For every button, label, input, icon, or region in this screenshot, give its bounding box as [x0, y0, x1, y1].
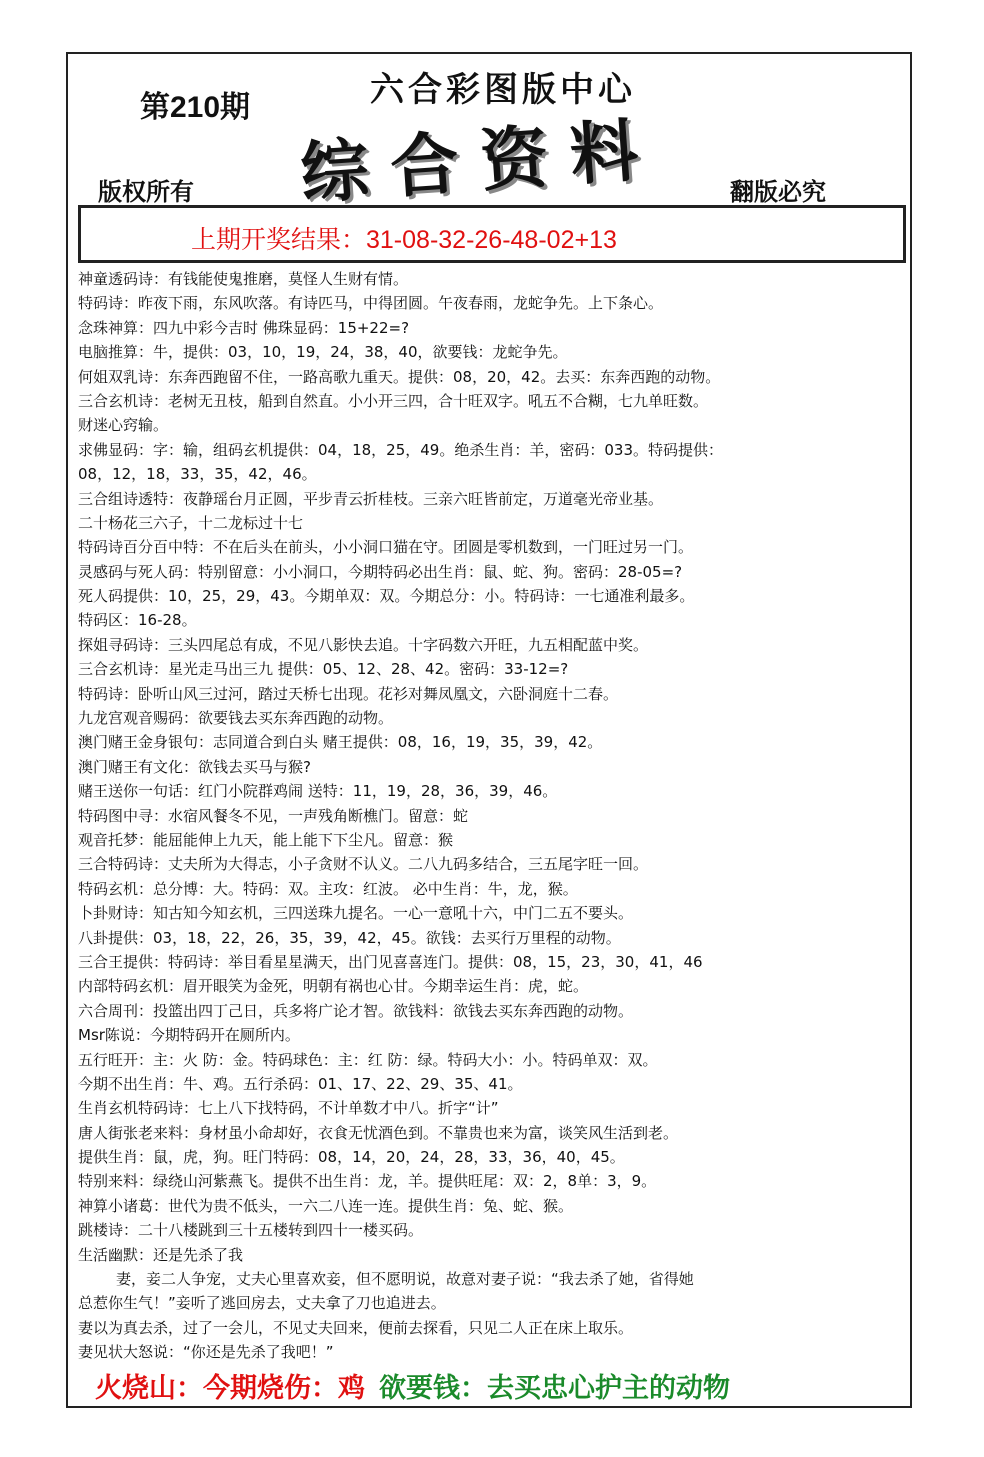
content-line: 三合王提供：特码诗：举目看星星满天，出门见喜喜连门。提供：08，15，23，30，41，46	[78, 952, 703, 971]
content-line: 八卦提供：03，18，22，26，35，39，42，45。欲钱：去买行万里程的动物。	[78, 928, 621, 947]
content-line: 财迷心窍输。	[78, 416, 169, 435]
footer-banner	[95, 1366, 730, 1405]
content-line: 三合玄机诗：老树无丑枝，船到自然直。小小开三四，合十旺双字。吼五不合糊，七九单旺数。	[78, 391, 709, 410]
last-result: 上期开奖结果：31-08-32-26-48-02+13	[191, 226, 617, 254]
content-line: 灵感码与死人码：特别留意：小小洞口，今期特码必出生肖：鼠、蛇、狗。密码：28-05=?	[78, 562, 683, 581]
content-line: 生活幽默：还是先杀了我	[78, 1245, 244, 1264]
content-line: 神童透码诗：有钱能使鬼推磨，莫怪人生财有情。	[78, 270, 409, 288]
content-line: 卜卦财诗：知古知今知玄机，三四送珠九提名。一心一意吼十六，中门二五不要头。	[78, 904, 634, 923]
content-line: 特码诗：卧听山风三过河，踏过天桥七出现。花衫对舞凤凰文，六卧洞庭十二春。	[78, 684, 619, 703]
footer-burn-text: 火烧山：今期烧伤：鸡	[95, 1373, 365, 1404]
content-line: 观音托梦：能屈能伸上九天，能上能下下尘凡。留意：猴	[78, 830, 454, 849]
content-line: 三合玄机诗：星光走马出三九 提供：05、12、28、42。密码：33-12=?	[78, 660, 569, 679]
content-line: 二十杨花三六子，十二龙标过十七	[78, 513, 304, 532]
content-line: 生肖玄机特码诗：七上八下找特码，不计单数才中八。折字“计”	[78, 1099, 499, 1118]
story-line: 妻，妾二人争宠，丈夫心里喜欢妾，但不愿明说，故意对妻子说：“我去杀了她，省得她	[116, 1270, 694, 1289]
content-line: 特别来料：绿绕山河紫燕飞。提供不出生肖：龙，羊。提供旺尾：双：2，8单：3，9。	[78, 1172, 657, 1191]
content-line: 探姐寻码诗：三头四尾总有成，不见八影快去追。十字码数六开旺，九五相配蓝中奖。	[78, 635, 649, 654]
content-line: 特码玄机：总分博：大。特码：双。主攻：红波。 必中生肖：牛，龙，猴。	[78, 879, 578, 898]
issue-number: 第210期	[140, 91, 251, 124]
footer-money-text: 欲要钱：去买忠心护主的动物	[379, 1373, 730, 1404]
last-result-box	[78, 205, 906, 263]
content-line: 何姐双乳诗：东奔西跑留不住，一路高歌九重天。提供：08，20，42。去买：东奔西跑的动物。	[78, 367, 721, 386]
content-line: 唐人街张老来料：身材虽小命却好，衣食无忧酒色到。不靠贵也来为富，谈笑风生活到老。	[78, 1123, 679, 1142]
content-line: 求佛显码：字：输，组码玄机提供：04，18，25，49。绝杀生肖：羊，密码：033。特码提供：	[78, 440, 723, 459]
content-line: 六合周刊：投篮出四丁己日，兵多将广论才智。欲钱料：欲钱去买东奔西跑的动物。	[78, 1001, 634, 1020]
content-line: Msr陈说：今期特码开在厕所内。	[78, 1026, 300, 1045]
story-line: 妻以为真去杀，过了一会儿，不见丈夫回来，便前去探看，只见二人正在床上取乐。	[78, 1318, 634, 1337]
center-title: 六合彩图版中心	[370, 70, 636, 110]
main-title: 综合资料	[298, 109, 663, 215]
story-line: 总惹你生气！”妾听了逃回房去，丈夫拿了刀也追进去。	[78, 1294, 446, 1313]
content-line: 赌王送你一句话：红门小院群鸡闹 送特：11，19，28，36，39，46。	[78, 782, 558, 801]
content-line: 神算小诸葛：世代为贵不低头，一六二八连一连。提供生肖：兔、蛇、猴。	[78, 1196, 574, 1215]
copyright-label: 版权所有	[98, 178, 194, 206]
content-line: 三合特码诗：丈夫所为大得志，小子贪财不认义。二八九码多结合，三五尾字旺一回。	[78, 855, 649, 874]
content-list	[78, 267, 908, 1365]
content-line: 五行旺开：主：火 防：金。特码球色：主：红 防：绿。特码大小：小。特码单双：双。	[78, 1050, 658, 1069]
content-line: 念珠神算：四九中彩今吉时 佛珠显码：15+22=?	[78, 318, 410, 337]
content-line: 电脑推算：牛，提供：03，10，19，24，38，40，欲要钱：龙蛇争先。	[78, 343, 568, 362]
content-line: 特码诗百分百中特：不在后头在前头，小小洞口猫在守。团圆是零机数到，一门旺过另一门。	[78, 538, 694, 557]
content-line: 澳门赌王金身银句：志同道合到白头 赌王提供：08，16，19，35，39，42。	[78, 733, 603, 752]
content-line: 08，12，18，33，35，42，46。	[78, 465, 317, 484]
content-line: 死人码提供：10，25，29，43。今期单双：双。今期总分：小。特码诗：一七通准利最多。	[78, 587, 695, 606]
content-line: 特码图中寻：水宿风餐冬不见，一声残角断樵门。留意：蛇	[78, 806, 469, 825]
content-line: 九龙宫观音赐码：欲要钱去买东奔西跑的动物。	[78, 709, 394, 728]
content-line: 特码诗：昨夜下雨，东风吹落。有诗匹马，中得团圆。午夜春雨，龙蛇争先。上下条心。	[78, 294, 664, 313]
content-line: 澳门赌王有文化：欲钱去买马与猴?	[78, 757, 311, 776]
content-line: 今期不出生肖：牛、鸡。五行杀码：01、17、22、29、35、41。	[78, 1074, 523, 1093]
content-line: 跳楼诗：二十八楼跳到三十五楼转到四十一楼买码。	[78, 1221, 424, 1240]
content-line: 内部特码玄机：眉开眼笑为金死，明朝有祸也心甘。今期幸运生肖：虎，蛇。	[78, 977, 589, 996]
content-line: 提供生肖：鼠，虎，狗。旺门特码：08，14，20，24，28，33，36，40，45。	[78, 1148, 625, 1167]
story-line: 妻见状大怒说：“你还是先杀了我吧！”	[78, 1343, 334, 1362]
content-line: 三合组诗透特：夜静瑶台月正圆，平步青云折桂枝。三亲六旺皆前定，万道毫光帝业基。	[78, 489, 664, 508]
no-piracy-label: 翻版必究	[730, 178, 826, 206]
content-line: 特码区：16-28。	[78, 611, 197, 630]
